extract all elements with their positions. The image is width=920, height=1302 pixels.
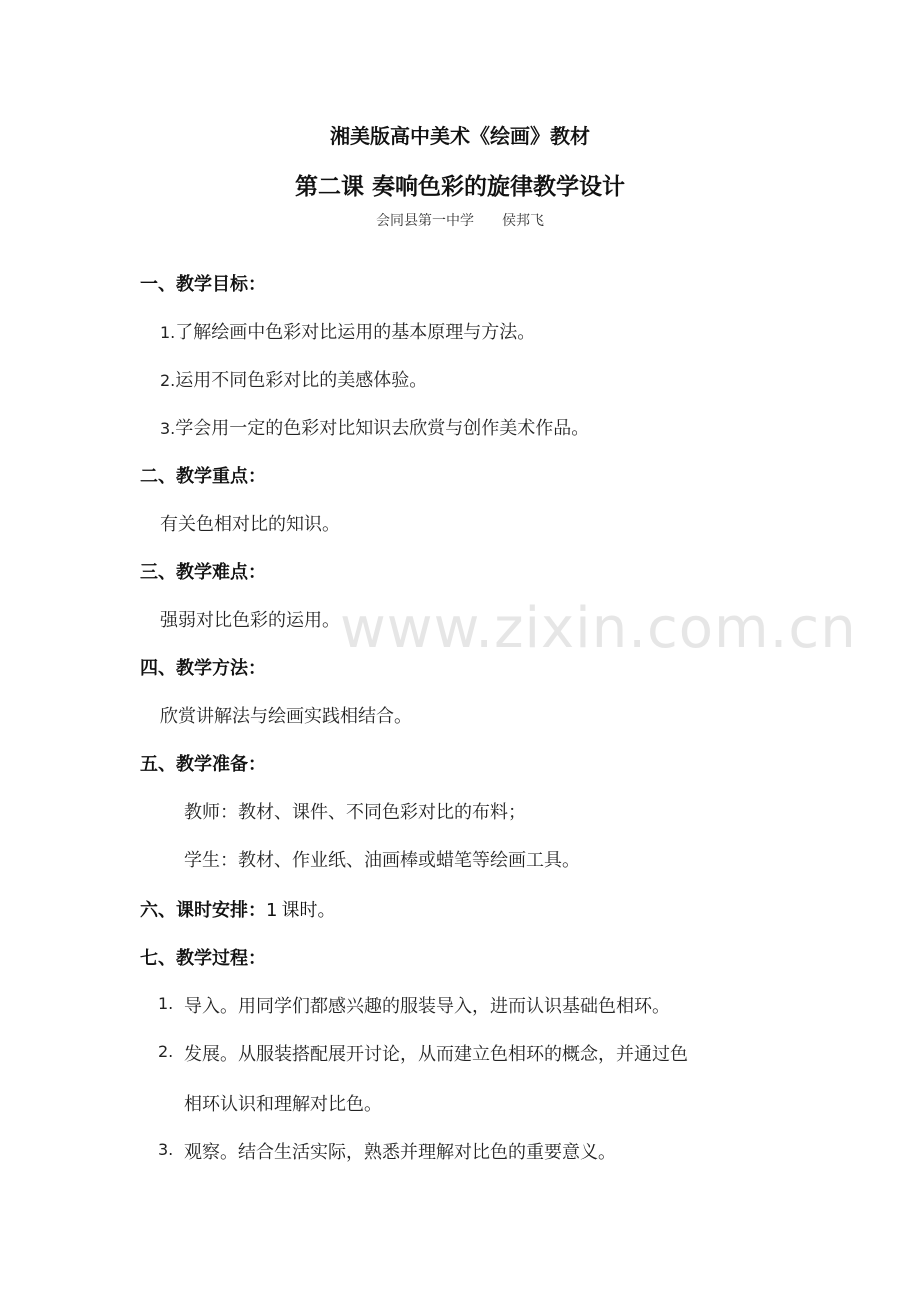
item-number: 3. — [160, 419, 176, 438]
process-item-continuation: 相环认识和理解对比色。 — [184, 1094, 382, 1115]
item-text: 运用不同色彩对比的美感体验。 — [175, 370, 428, 391]
student-preparation: 学生：教材、作业纸、油画棒或蜡笔等绘画工具。 — [184, 850, 580, 871]
objective-item — [160, 366, 427, 392]
item-text: 学会用一定的色彩对比知识去欣赏与创作美术作品。 — [175, 418, 590, 439]
objective-item — [160, 318, 535, 344]
section-heading-preparation: 五、教学准备： — [140, 754, 266, 775]
item-text: 了解绘画中色彩对比运用的基本原理与方法。 — [175, 322, 536, 343]
schedule-unit: 课时。 — [281, 900, 336, 921]
section-heading-methods: 四、教学方法： — [140, 658, 266, 679]
item-number: 2. — [160, 371, 176, 390]
section-heading-objectives: 一、教学目标： — [140, 274, 266, 295]
item-number: 1. — [160, 323, 176, 342]
section-heading-process: 七、教学过程： — [140, 948, 266, 969]
item-number: 2. — [158, 1042, 174, 1061]
school-name: 会同县第一中学 — [376, 213, 474, 229]
author-name: 侯邦飞 — [502, 213, 544, 229]
objective-item — [160, 414, 589, 440]
item-number: 1. — [158, 994, 174, 1013]
section-heading-schedule — [140, 896, 335, 922]
process-item-text: 发展。从服装搭配展开讨论，从而建立色相环的概念，并通过色 — [184, 1044, 688, 1065]
schedule-value: 1 — [266, 900, 278, 921]
byline — [0, 210, 920, 230]
section-heading-difficulties: 三、教学难点： — [140, 562, 266, 583]
key-points-text: 有关色相对比的知识。 — [160, 514, 340, 535]
difficulties-text: 强弱对比色彩的运用。 — [160, 610, 340, 631]
teacher-preparation: 教师：教材、课件、不同色彩对比的布料； — [184, 802, 526, 823]
section-heading-key-points: 二、教学重点： — [140, 466, 266, 487]
lesson-title: 第二课 奏响色彩的旋律教学设计 — [294, 174, 625, 200]
process-item-text: 观察。结合生活实际，熟悉并理解对比色的重要意义。 — [184, 1142, 616, 1163]
document-title: 湘美版高中美术《绘画》教材 — [330, 124, 590, 148]
methods-text: 欣赏讲解法与绘画实践相结合。 — [160, 706, 412, 727]
schedule-label: 六、课时安排： — [140, 900, 266, 921]
process-item-text: 导入。用同学们都感兴趣的服装导入，进而认识基础色相环。 — [184, 996, 670, 1017]
watermark: www.zixin.com.cn — [340, 596, 857, 661]
item-number: 3. — [158, 1140, 174, 1159]
